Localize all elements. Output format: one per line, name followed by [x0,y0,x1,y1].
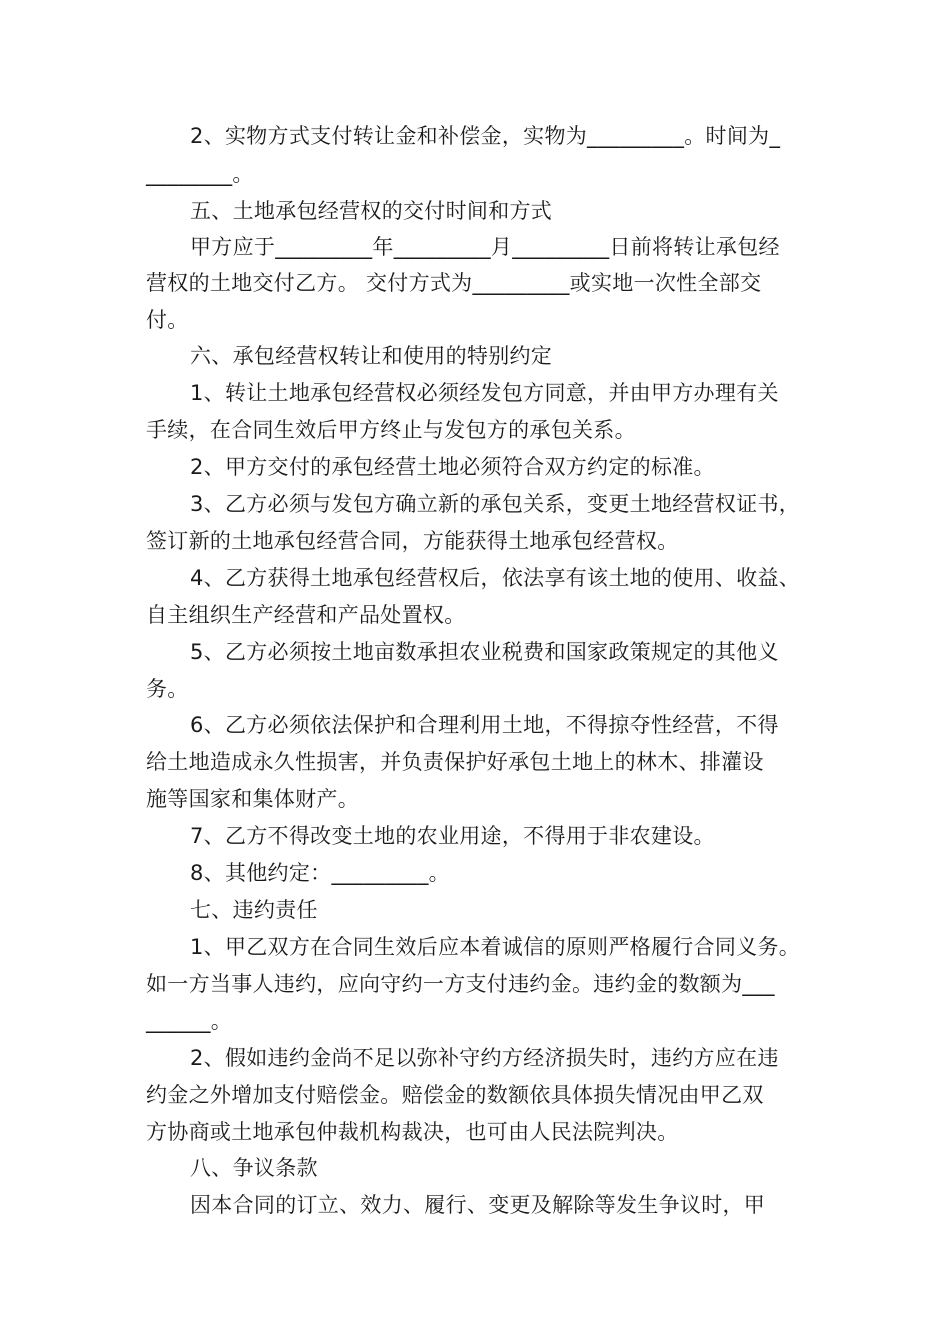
section-heading: 五、土地承包经营权的交付时间和方式 [190,199,553,223]
text-line: 4、乙方获得土地承包经营权后，依法享有该土地的使用、收益、 [190,566,801,590]
text-line: 3、乙方必须与发包方确立新的承包关系，变更土地经营权证书， [190,492,801,516]
text-line: 手续，在合同生效后甲方终止与发包方的承包关系。 [146,418,636,442]
text-line: 营权的土地交付乙方。 交付方式为_________或实地一次性全部交 [146,271,762,295]
text-line: 签订新的土地承包经营合同，方能获得土地承包经营权。 [146,529,679,553]
text-line: 1、转让土地承包经营权必须经发包方同意，并由甲方办理有关 [190,381,779,405]
text-line: 5、乙方必须按土地亩数承担农业税费和国家政策规定的其他义 [190,640,779,664]
text-line: ______。 [146,1009,233,1033]
text-line: 6、乙方必须依法保护和合理利用土地，不得掠夺性经营，不得 [190,713,779,737]
text-line: 因本合同的订立、效力、履行、变更及解除等发生争议时，甲 [190,1193,766,1217]
text-line: 自主组织生产经营和产品处置权。 [146,603,466,627]
text-line: 约金之外增加支付赔偿金。赔偿金的数额依具体损失情况由甲乙双 [146,1083,764,1107]
text-line: 甲方应于_________年_________月_________日前将转让承包经 [190,235,780,259]
section-heading: 七、违约责任 [190,898,318,922]
text-line: 2、假如违约金尚不足以弥补守约方经济损失时，违约方应在违 [190,1046,779,1070]
text-line: 2、甲方交付的承包经营土地必须符合双方约定的标准。 [190,455,715,479]
text-line: 方协商或土地承包仲裁机构裁决，也可由人民法院判决。 [146,1120,679,1144]
section-heading: 八、争议条款 [190,1156,318,1180]
text-line: 付。 [146,308,189,332]
text-line: 给土地造成永久性损害，并负责保护好承包土地上的林木、排灌设 [146,750,764,774]
text-line: 8、其他约定：_________。 [190,861,450,885]
text-line: 2、实物方式支付转让金和补偿金，实物为_________。时间为_ [190,124,781,148]
text-line: 1、甲乙双方在合同生效后应本着诚信的原则严格履行合同义务。 [190,935,801,959]
text-line: 务。 [146,677,189,701]
text-line: 施等国家和集体财产。 [146,787,359,811]
section-heading: 六、承包经营权转让和使用的特别约定 [190,344,553,368]
text-line: 7、乙方不得改变土地的农业用途，不得用于非农建设。 [190,824,715,848]
text-line: 如一方当事人违约，应向守约一方支付违约金。违约金的数额为___ [146,972,775,996]
text-line: ________。 [146,162,254,186]
